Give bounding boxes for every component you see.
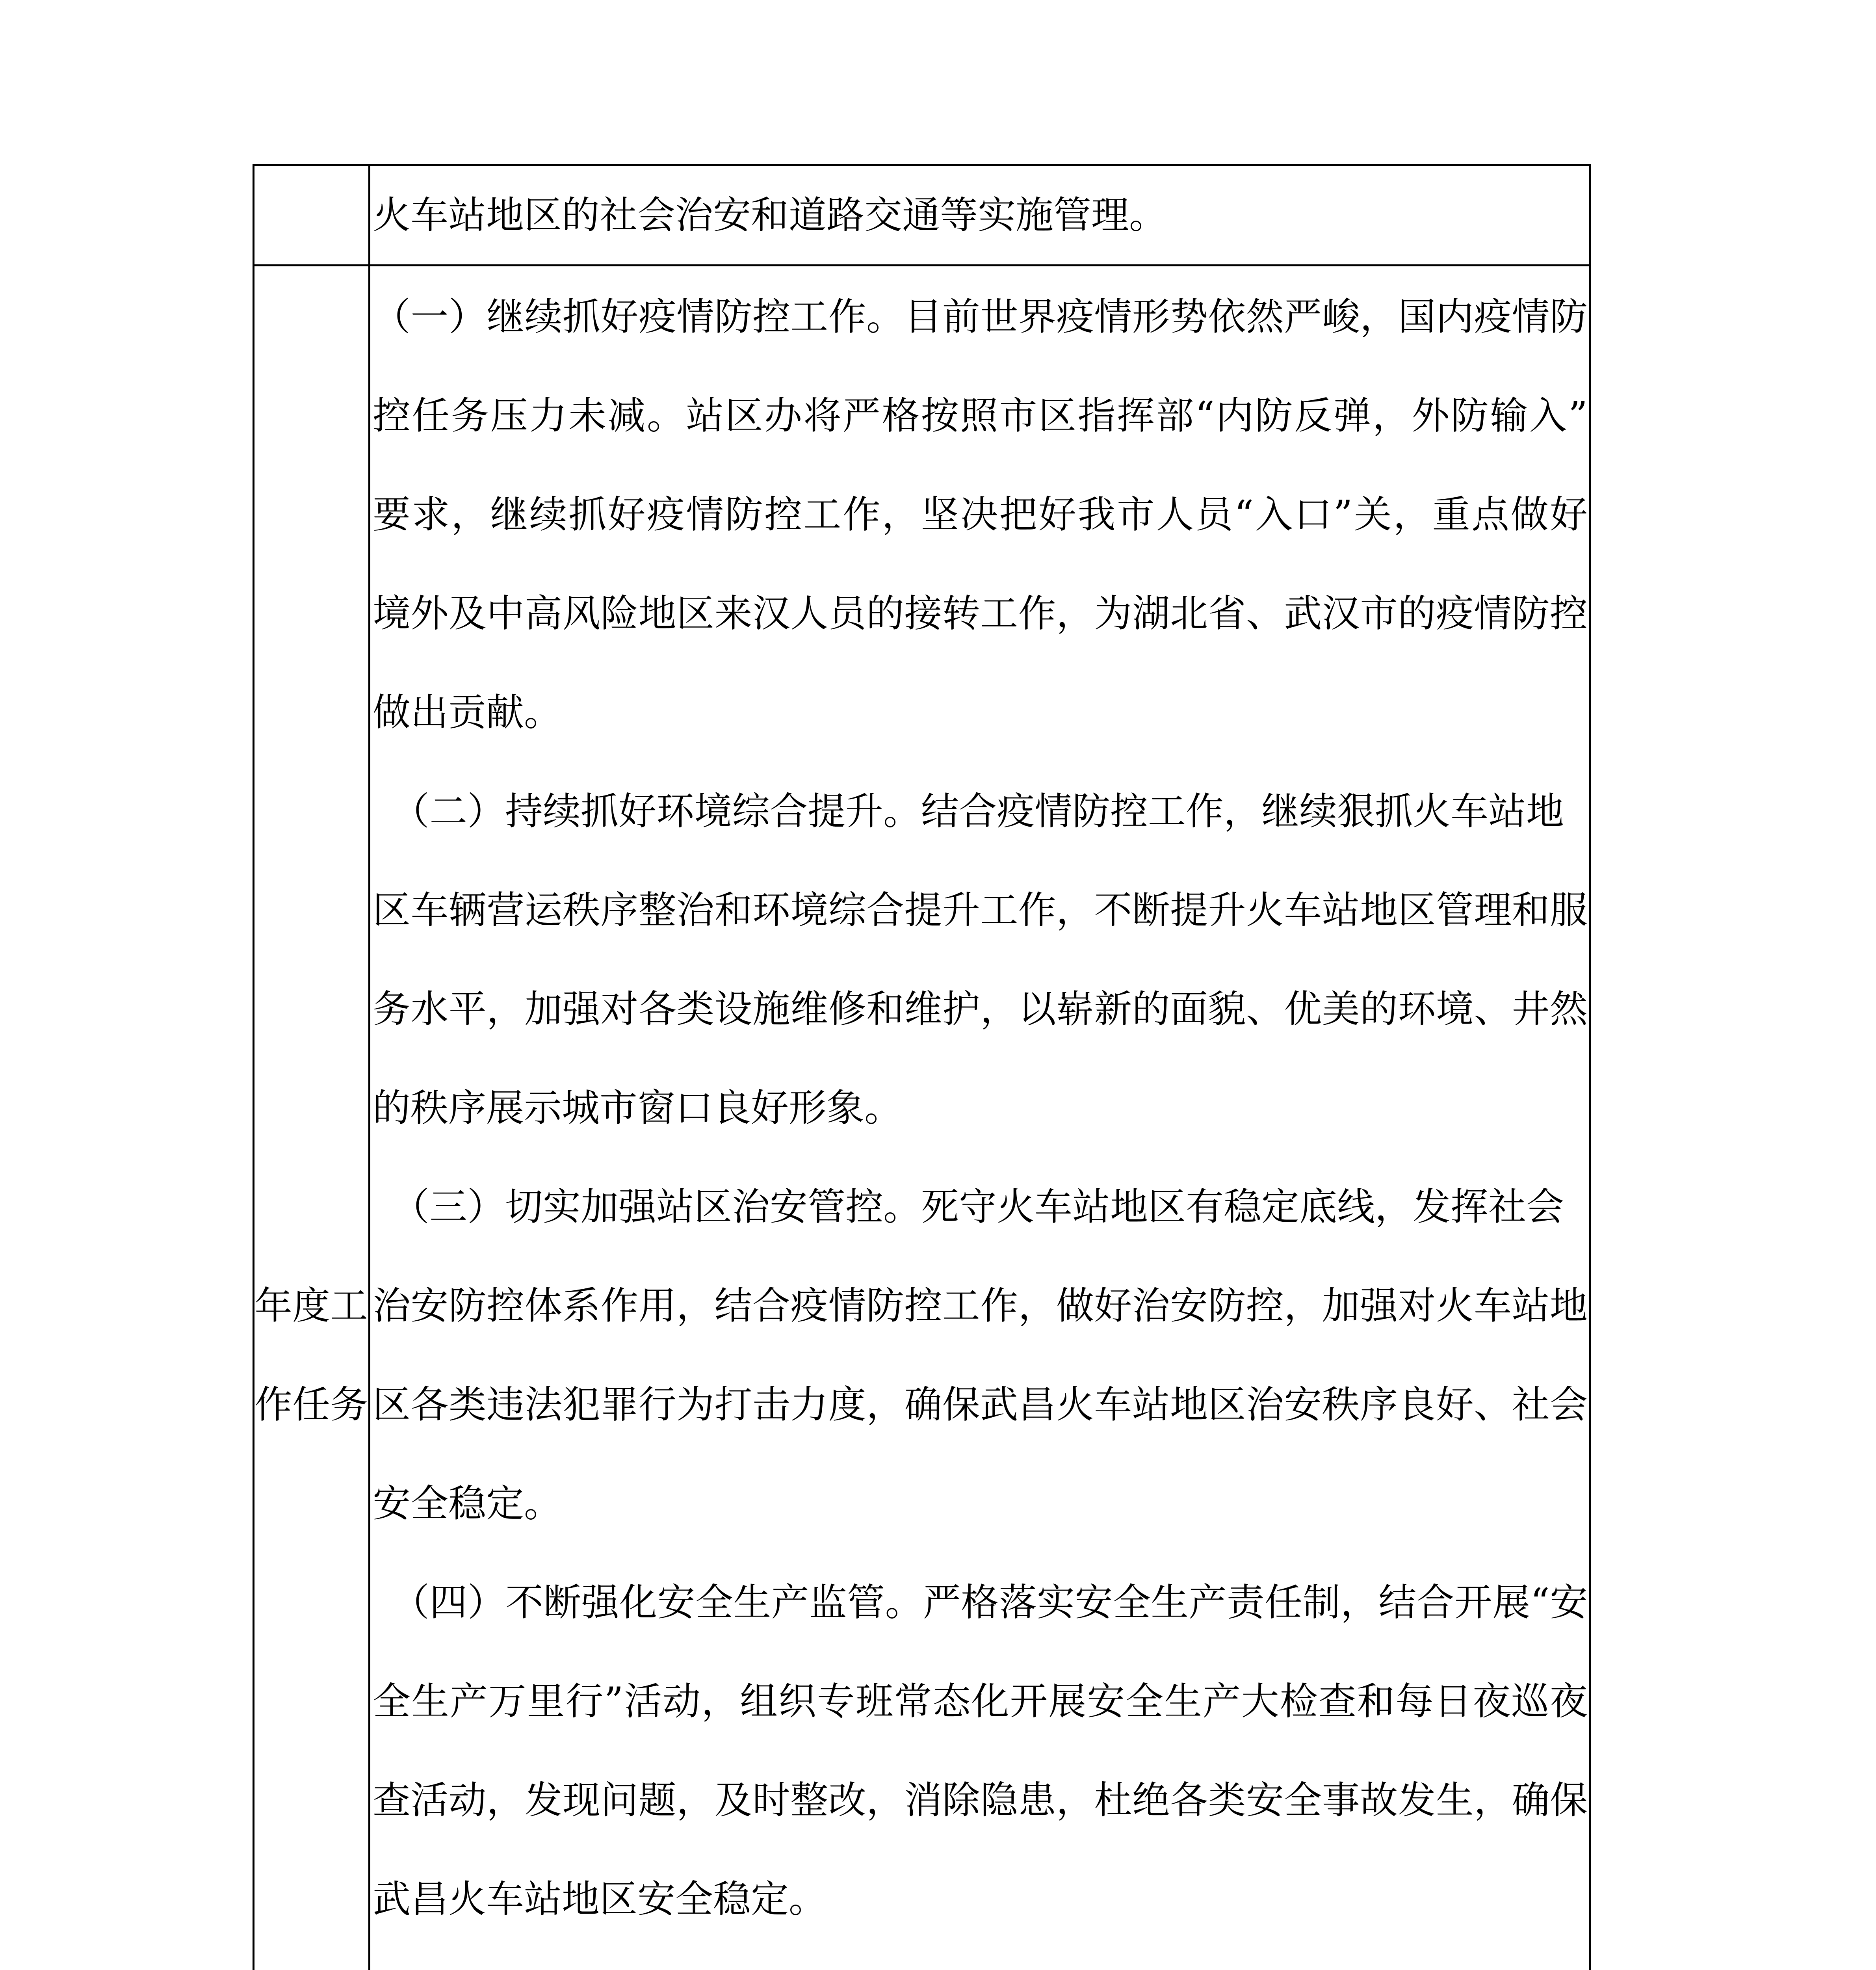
- paragraph-line: 治安防控体系作用，结合疫情防控工作，做好治安防控，加强对火车站地: [373, 1284, 1588, 1328]
- paragraph-line: （一）继续抓好疫情防控工作。目前世界疫情形势依然严峻，国内疫情防: [373, 295, 1588, 339]
- row-label: 年度工作任务: [254, 1283, 368, 1427]
- paragraph-line: 武昌火车站地区安全稳定。: [373, 1877, 827, 1921]
- paragraph-line: （四）不断强化安全生产监管。严格落实安全生产责任制，结合开展“安: [392, 1580, 1588, 1624]
- paragraph-line: 做出贡献。: [373, 690, 562, 734]
- paragraph-line: 务水平，加强对各类设施维修和维护，以崭新的面貌、优美的环境、井然: [373, 987, 1588, 1031]
- task-table: [253, 164, 1591, 1970]
- paragraph-line: 境外及中高风险地区来汉人员的接转工作，为湖北省、武汉市的疫情防控: [373, 591, 1588, 636]
- paragraph-line: 区各类违法犯罪行为打击力度，确保武昌火车站地区治安秩序良好、社会: [373, 1383, 1588, 1427]
- row-content-cell: [370, 266, 1589, 1970]
- paragraph-line: 要求，继续抓好疫情防控工作，坚决把好我市人员“入口”关，重点做好: [373, 492, 1588, 537]
- paragraph: [373, 166, 1588, 265]
- row-label-cell: [254, 266, 370, 1970]
- paragraph-line: 的秩序展示城市窗口良好形象。: [373, 1086, 902, 1130]
- paragraph-line: 区车辆营运秩序整治和环境综合提升工作，不断提升火车站地区管理和服: [373, 888, 1588, 932]
- paragraph-line: [373, 1949, 1588, 1970]
- paragraph-line: 安全稳定。: [373, 1481, 562, 1526]
- paragraph-line: （三）切实加强站区治安管控。死守火车站地区有稳定底线，发挥社会: [392, 1185, 1564, 1229]
- paragraph: [373, 1158, 1588, 1553]
- paragraph: [373, 1553, 1588, 1949]
- table-row: [254, 266, 1589, 1970]
- paragraph: [373, 268, 1588, 762]
- paragraph-line: （二）持续抓好环境综合提升。结合疫情防控工作，继续狠抓火车站地: [392, 789, 1564, 833]
- table-row: [254, 166, 1589, 266]
- paragraph-line: 查活动，发现问题，及时整改，消除隐患，杜绝各类安全事故发生，确保: [373, 1778, 1588, 1822]
- paragraph: [373, 762, 1588, 1158]
- paragraph-line: 控任务压力未减。站区办将严格按照市区指挥部“内防反弹，外防输入”: [373, 394, 1588, 438]
- row-label-cell: [254, 166, 370, 264]
- paragraph-line: 火车站地区的社会治安和道路交通等实施管理。: [373, 193, 1167, 237]
- row-content-cell: [370, 166, 1589, 264]
- paragraph: [373, 1949, 1588, 1970]
- paragraph-line: 全生产万里行”活动，组织专班常态化开展安全生产大检查和每日夜巡夜: [373, 1679, 1588, 1723]
